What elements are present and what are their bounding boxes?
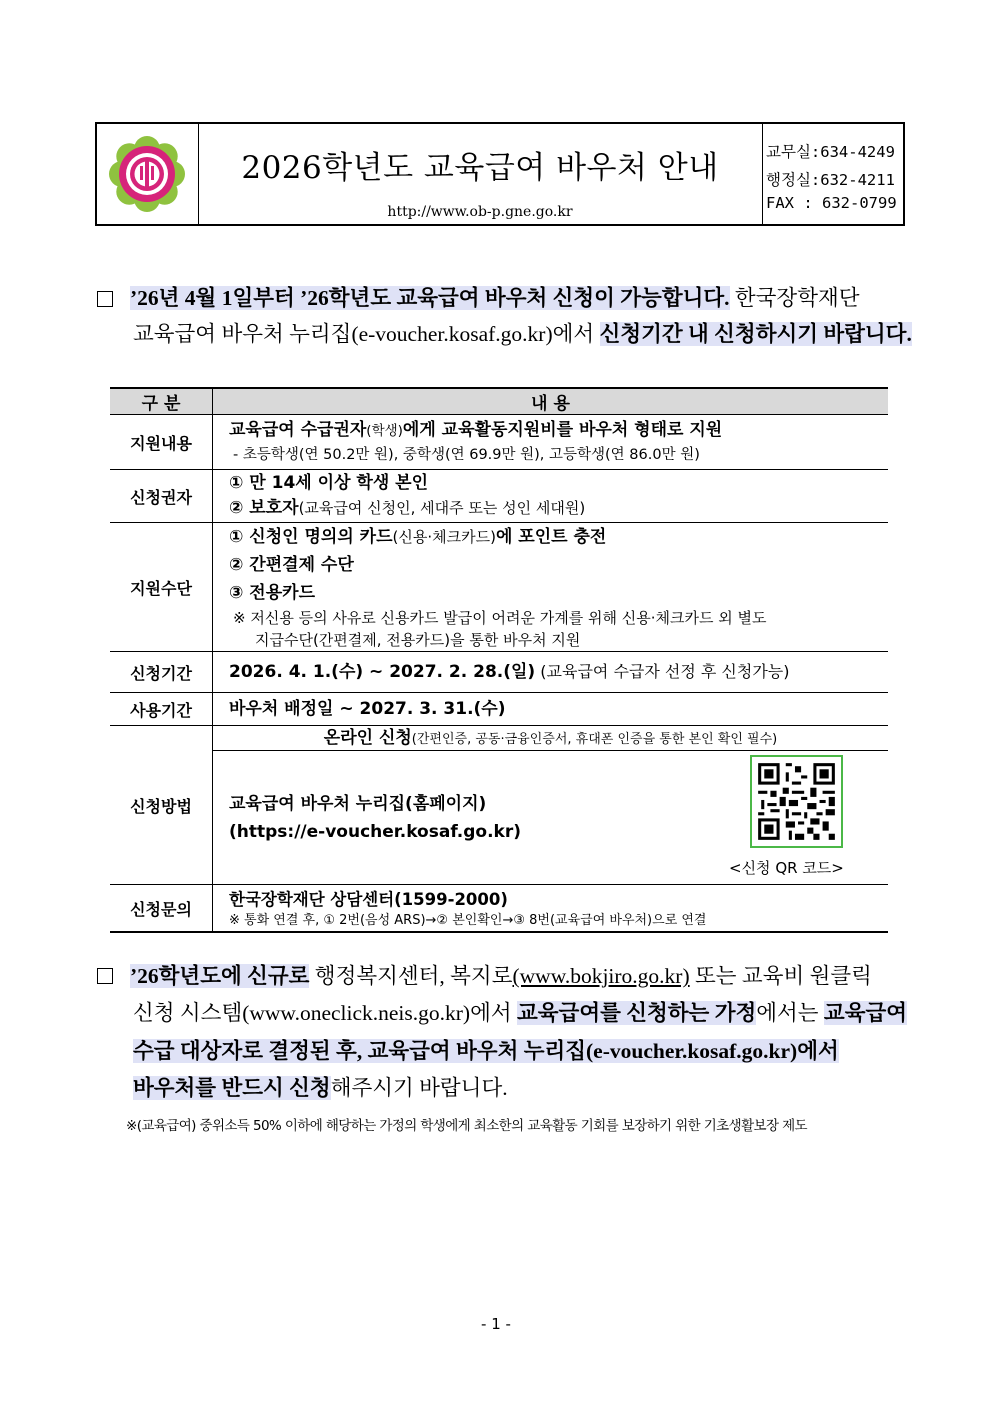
row-label-applicant: 신청권자 bbox=[110, 470, 213, 523]
row-label-support: 지원내용 bbox=[110, 415, 213, 470]
support-main-c: 에게 교육활동지원비를 바우처 형태로 지원 bbox=[402, 420, 723, 440]
usage-period: 바우처 배정일 ~ 2027. 3. 31.(수) bbox=[229, 698, 506, 719]
period-note: (교육급여 수급자 선정 후 신청가능) bbox=[535, 662, 790, 681]
row-label-method: 신청방법 bbox=[110, 726, 213, 885]
means-note-1: ※ 저신용 등의 사유로 신용카드 발급이 어려운 가계를 위해 신용·체크카드 외 별도 bbox=[233, 609, 767, 627]
header-category: 구 분 bbox=[110, 388, 213, 415]
method-site-name: 교육급여 바우처 누리집(홈페이지) bbox=[229, 794, 487, 814]
row-label-usage: 사용기간 bbox=[110, 693, 213, 726]
school-url[interactable]: http://www.ob-p.gne.go.kr bbox=[387, 204, 573, 220]
section2-welfare: 행정복지센터, 복지로 bbox=[309, 964, 513, 988]
table-row bbox=[110, 885, 888, 933]
table-row bbox=[110, 415, 888, 470]
table-row bbox=[110, 693, 888, 726]
page-number: - 1 - bbox=[481, 1315, 511, 1333]
method-online-bar bbox=[213, 726, 888, 751]
section2-must-apply: 바우처를 반드시 신청 bbox=[133, 1076, 331, 1100]
section2-site: 교육급여 바우처 누리집(e-voucher.kosaf.go.kr)에서 bbox=[362, 1039, 839, 1063]
table-row bbox=[110, 470, 888, 523]
table-header-row bbox=[110, 388, 888, 415]
table-row bbox=[110, 523, 888, 652]
means-card-type: (신용·체크카드) bbox=[392, 528, 496, 546]
means-dedicated-card: ③ 전용카드 bbox=[229, 583, 315, 603]
inquiry-center: 한국장학재단 상담센터(1599-2000) bbox=[229, 889, 508, 909]
table-row bbox=[110, 726, 888, 885]
applicant-line-1: ① 만 14세 이상 학생 본인 bbox=[229, 473, 429, 493]
contact-office: 교무실:634-4249 bbox=[766, 143, 895, 161]
school-logo-icon bbox=[97, 124, 197, 224]
qr-code-icon bbox=[752, 757, 841, 846]
section2-line-3 bbox=[133, 1034, 839, 1068]
voucher-info-table bbox=[110, 387, 888, 933]
method-online: 온라인 신청 bbox=[323, 728, 412, 748]
bokjiro-link[interactable]: (www.bokjiro.go.kr) bbox=[512, 964, 690, 988]
qr-caption: <신청 QR 코드> bbox=[729, 859, 844, 877]
section2-new: ’26학년도에 신규로 bbox=[130, 964, 310, 988]
support-main-b: (학생) bbox=[366, 423, 403, 439]
checkbox-icon bbox=[97, 968, 113, 984]
section2-families: 교육급여를 신청하는 가정 bbox=[517, 1001, 757, 1025]
applicant-guardian: ② 보호자 bbox=[229, 498, 299, 518]
contact-admin: 행정실:632-4211 bbox=[766, 171, 895, 189]
section2-line-2 bbox=[133, 996, 907, 1030]
section2-line-1 bbox=[130, 959, 872, 993]
qr-code[interactable] bbox=[750, 755, 843, 848]
means-easy-pay: ② 간편결제 수단 bbox=[229, 555, 354, 575]
section2-oneclick: 또는 교육비 원클릭 bbox=[689, 964, 872, 988]
contact-cell bbox=[762, 124, 903, 224]
method-site-url[interactable]: (https://e-voucher.kosaf.go.kr) bbox=[229, 822, 522, 842]
intro-line-1 bbox=[130, 281, 860, 315]
method-online-note: (간편인증, 공동·금융인증서, 휴대폰 인증을 통한 본인 확인 필수) bbox=[411, 732, 778, 747]
applicant-guardian-note: (교육급여 신청인, 세대주 또는 성인 세대원) bbox=[298, 499, 586, 517]
section2-mid: 에서는 bbox=[756, 1001, 824, 1025]
checkbox-icon bbox=[97, 291, 113, 307]
row-label-means: 지원수단 bbox=[110, 523, 213, 652]
footnote: ※(교육급여) 중위소득 50% 이하에 해당하는 가정의 학생에게 최소한의 교육활동 기회를 보장하기 위한 기초생활보장 제도 bbox=[126, 1118, 807, 1134]
intro-rest: 한국장학재단 bbox=[729, 286, 860, 310]
contact-fax: FAX : 632-0799 bbox=[766, 194, 897, 212]
inquiry-note: ※ 통화 연결 후, ① 2번(음성 ARS)→② 본인확인→③ 8번(교육급여 바우처)으로 연결 bbox=[229, 912, 707, 928]
intro-site: 교육급여 바우처 누리집(e-voucher.kosaf.go.kr) bbox=[133, 322, 553, 346]
section2-system: 신청 시스템(www.oneclick.neis.go.kr)에서 bbox=[133, 1001, 518, 1025]
header-box bbox=[95, 122, 905, 226]
intro-line-2 bbox=[133, 317, 912, 351]
means-note-2: 지급수단(간편결제, 전용카드)을 통한 바우처 지원 bbox=[255, 631, 581, 649]
section2-end: 해주시기 바랍니다. bbox=[330, 1076, 508, 1100]
row-label-period: 신청기간 bbox=[110, 652, 213, 693]
period-dates: 2026. 4. 1.(수) ~ 2027. 2. 28.(일) bbox=[229, 662, 536, 682]
title-cell bbox=[198, 124, 763, 224]
section2-decided: 수급 대상자로 결정된 후, bbox=[133, 1039, 363, 1063]
table-row bbox=[110, 652, 888, 693]
means-card-end: 에 포인트 충전 bbox=[495, 527, 607, 547]
intro-deadline: 신청기간 내 신청하시기 바랍니다. bbox=[599, 322, 912, 346]
header-content: 내 용 bbox=[213, 388, 889, 415]
support-main-a: 교육급여 수급권자 bbox=[229, 420, 367, 440]
intro-bold: ’26년 4월 1일부터 ’26학년도 교육급여 바우처 신청이 가능합니다. bbox=[130, 286, 730, 310]
section2-edu: 교육급여 bbox=[823, 1001, 907, 1025]
page-title: 2026학년도 교육급여 바우처 안내 bbox=[241, 150, 719, 186]
logo-cell bbox=[97, 124, 199, 224]
support-sub: - 초등학생(연 50.2만 원), 중학생(연 69.9만 원), 고등학생(연 86.0만 원) bbox=[233, 447, 700, 463]
means-card: ① 신청인 명의의 카드 bbox=[229, 527, 393, 547]
section2-line-4 bbox=[133, 1071, 508, 1105]
intro-mid: 에서 bbox=[552, 322, 600, 346]
row-label-inquiry: 신청문의 bbox=[110, 885, 213, 933]
